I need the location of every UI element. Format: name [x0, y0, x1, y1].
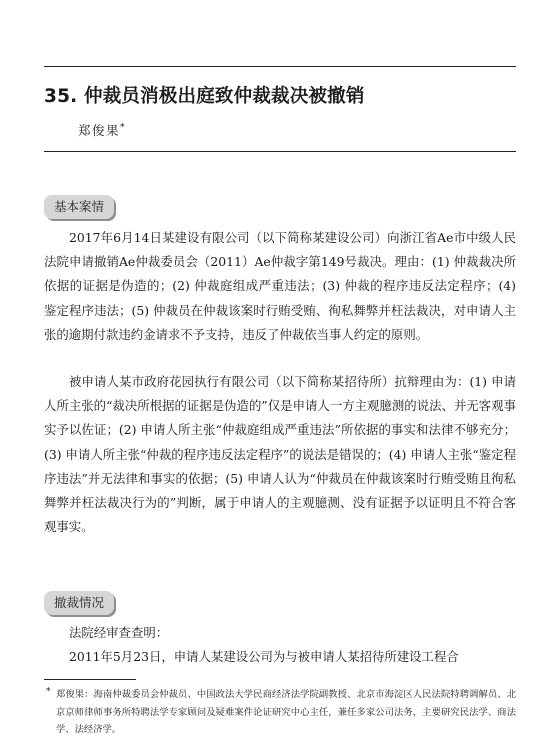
author-footnote-mark: * — [120, 122, 125, 133]
basic-facts-paragraph-1: 2017年6月14日某建设有限公司（以下简称某建设公司）向浙江省Ae市中级人民法院申请撤销Ae仲裁委员会（2011）Ae仲裁字第149号裁决。理由：(1) 仲裁裁决所依据的证据是伪造的；(2) 仲裁庭组成严重违法；(3) 仲裁的程序违反法定程序；(4) 鉴定程序违法；(5) 仲裁员在仲裁该案时行贿受贿、徇私舞弊并枉法裁决，对申请人主张的逾期付款违约金请求不予支持，违反了仲裁依当事人约定的原则。 — [44, 230, 516, 342]
chapter-title: 35. 仲裁员消极出庭致仲裁裁决被撤销 — [44, 86, 365, 107]
revocation-paragraph-2: 2011年5月23日，申请人某建设公司为与被申请人某招待所建设工程合 — [69, 649, 459, 664]
basic-facts-paragraph-2: 被申请人某市政府花园执行有限公司（以下简称某招待所）抗辩理由为：(1) 申请人所主张的“裁决所根据的证据是伪造的”仅是申请人一方主观臆测的说法、并无客观事实予以佐证；(2) 申请人所主张“仲裁庭组成严重违法”所依据的事实和法律不够充分；(3) 申请人所主张“仲裁的程序违反法定程序”的说法是错误的；(4) 申请人主张“鉴定程序违法”并无法律和事实的依据；(5) 申请人认为“仲裁员在仲裁该案时行贿受贿且徇私舞弊并枉法裁决行为的”判断，属于申请人的主观臆测、没有证据予以证明且不符合客观事实。 — [44, 374, 516, 535]
author-line — [78, 121, 125, 139]
revocation-paragraph-1: 法院经审查查明： — [69, 625, 169, 640]
section-heading-basic-facts: 基本案情 — [44, 195, 114, 219]
section-heading-revocation: 撤裁情况 — [44, 591, 114, 615]
author-name: 郑俊果 — [78, 123, 121, 138]
footnote-mark: * — [46, 687, 51, 697]
footnote-separator — [44, 679, 136, 680]
header-rule-bottom — [44, 151, 516, 152]
header-rule-top — [44, 66, 516, 67]
footnote-text: 郑俊果：海南仲裁委员会仲裁员、中国政法大学民商经济法学院副教授、北京市海淀区人民法院特聘调解员、北京京师律师事务所特聘法学专家顾问及疑难案件论证研究中心主任，兼任多家公司法务，主要研究民法学、商法学、法经济学。 — [56, 689, 516, 735]
